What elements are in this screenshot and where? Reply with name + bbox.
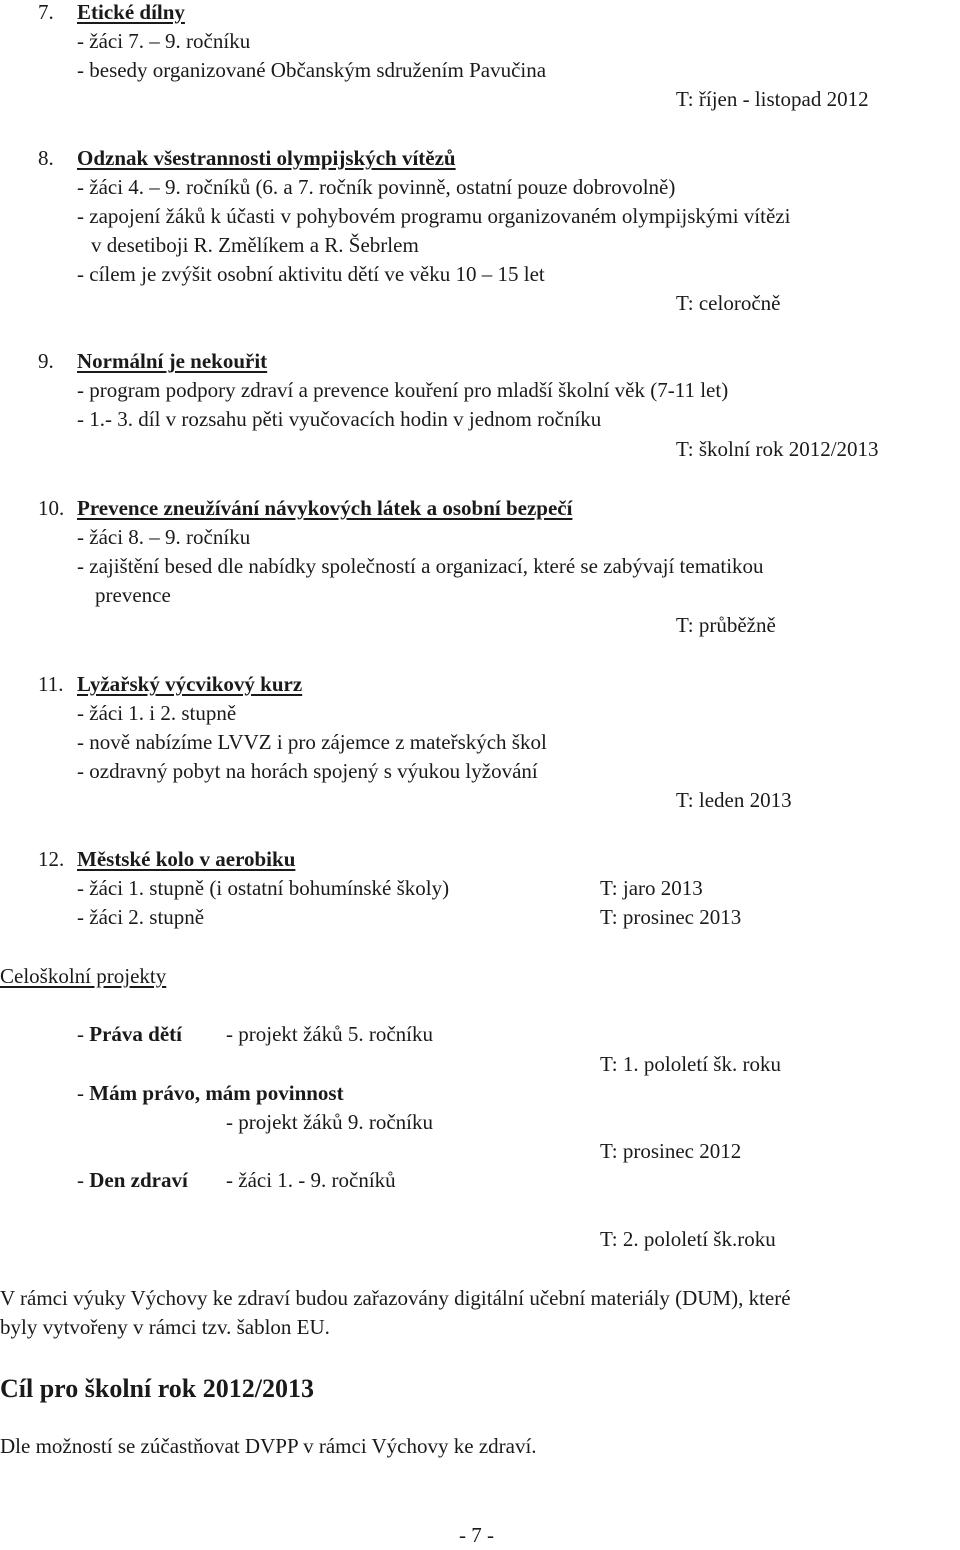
dum-paragraph-line-2: byly vytvořeny v rámci tzv. šablon EU. [0,1315,330,1339]
item-10-line-3: prevence [95,583,171,607]
item-11-term: T: leden 2013 [676,788,792,812]
project-2-dash: - [77,1081,90,1105]
item-9-line-2: - 1.- 3. díl v rozsahu pěti vyučovacích hodin v jednom ročníku [77,407,602,431]
item-7-term: T: říjen - listopad 2012 [676,87,869,111]
project-3-dash: - [77,1168,90,1192]
item-7-line-2: - besedy organizované Občanským sdružením Pavučina [77,58,547,82]
item-10-line-2: - zajištění besed dle nabídky společností a organizací, které se zabývají tematikou [77,554,764,578]
project-2-name: Mám právo, mám povinnost [89,1081,344,1105]
goal-text: Dle možností se zúčastňovat DVPP v rámci Výchovy ke zdraví. [0,1434,537,1458]
item-8-line-4: - cílem je zvýšit osobní aktivitu dětí ve věku 10 – 15 let [77,262,545,286]
item-10-title: Prevence zneužívání návykových látek a osobní bezpečí [77,496,573,520]
goal-heading: Cíl pro školní rok 2012/2013 [0,1374,314,1403]
item-10-term: T: průběžně [676,613,776,637]
item-11-title: Lyžařský výcvikový kurz [77,672,303,696]
project-3-name: Den zdraví [89,1168,188,1192]
project-2 [77,1081,344,1105]
item-9-title: Normální je nekouřit [77,349,268,373]
item-9-term: T: školní rok 2012/2013 [676,437,879,461]
project-3 [77,1168,188,1192]
item-8-line-1: - žáci 4. – 9. ročníků (6. a 7. ročník povinně, ostatní pouze dobrovolně) [77,175,676,199]
item-12-row-2-term: T: prosinec 2013 [600,905,742,929]
page-number: - 7 - [459,1523,494,1547]
item-12-row-1-term: T: jaro 2013 [600,876,703,900]
project-3-term: T: 2. pololetí šk.roku [600,1227,776,1251]
item-8-number: 8. [38,146,54,170]
item-8-line-2: - zapojení žáků k účasti v pohybovém programu organizovaném olympijskými vítězi [77,204,791,228]
item-11-number: 11. [38,672,64,696]
project-1-term: T: 1. pololetí šk. roku [600,1052,781,1076]
project-1 [77,1022,182,1046]
item-12-row-1-text: - žáci 1. stupně (i ostatní bohumínské školy) [77,876,450,900]
item-7-title: Etické dílny [77,0,185,24]
item-11-line-2: - nově nabízíme LVVZ i pro zájemce z mateřských škol [77,730,547,754]
project-1-dash: - [77,1022,90,1046]
item-7-number: 7. [38,0,54,24]
item-12-row-2-text: - žáci 2. stupně [77,905,205,929]
item-12-number: 12. [38,847,65,871]
project-3-desc: - žáci 1. - 9. ročníků [226,1168,396,1192]
item-12-title: Městské kolo v aerobiku [77,847,296,871]
project-1-desc: - projekt žáků 5. ročníku [226,1022,434,1046]
project-1-name: Práva dětí [89,1022,182,1046]
item-7-line-1: - žáci 7. – 9. ročníku [77,29,251,53]
item-10-number: 10. [38,496,65,520]
dum-paragraph-line-1: V rámci výuky Výchovy ke zdraví budou zařazovány digitální učební materiály (DUM), které [0,1286,791,1310]
item-9-number: 9. [38,349,54,373]
project-2-term: T: prosinec 2012 [600,1139,742,1163]
item-11-line-3: - ozdravný pobyt na horách spojený s výukou lyžování [77,759,538,783]
item-11-line-1: - žáci 1. i 2. stupně [77,701,237,725]
item-8-title: Odznak všestrannosti olympijských vítězů [77,146,456,170]
item-8-term: T: celoročně [676,291,781,315]
item-10-line-1: - žáci 8. – 9. ročníku [77,525,251,549]
projects-heading: Celoškolní projekty [0,964,167,988]
item-8-line-3: v desetiboji R. Změlíkem a R. Šebrlem [91,233,419,257]
project-2-desc: - projekt žáků 9. ročníku [226,1110,434,1134]
item-9-line-1: - program podpory zdraví a prevence kouření pro mladší školní věk (7-11 let) [77,378,729,402]
